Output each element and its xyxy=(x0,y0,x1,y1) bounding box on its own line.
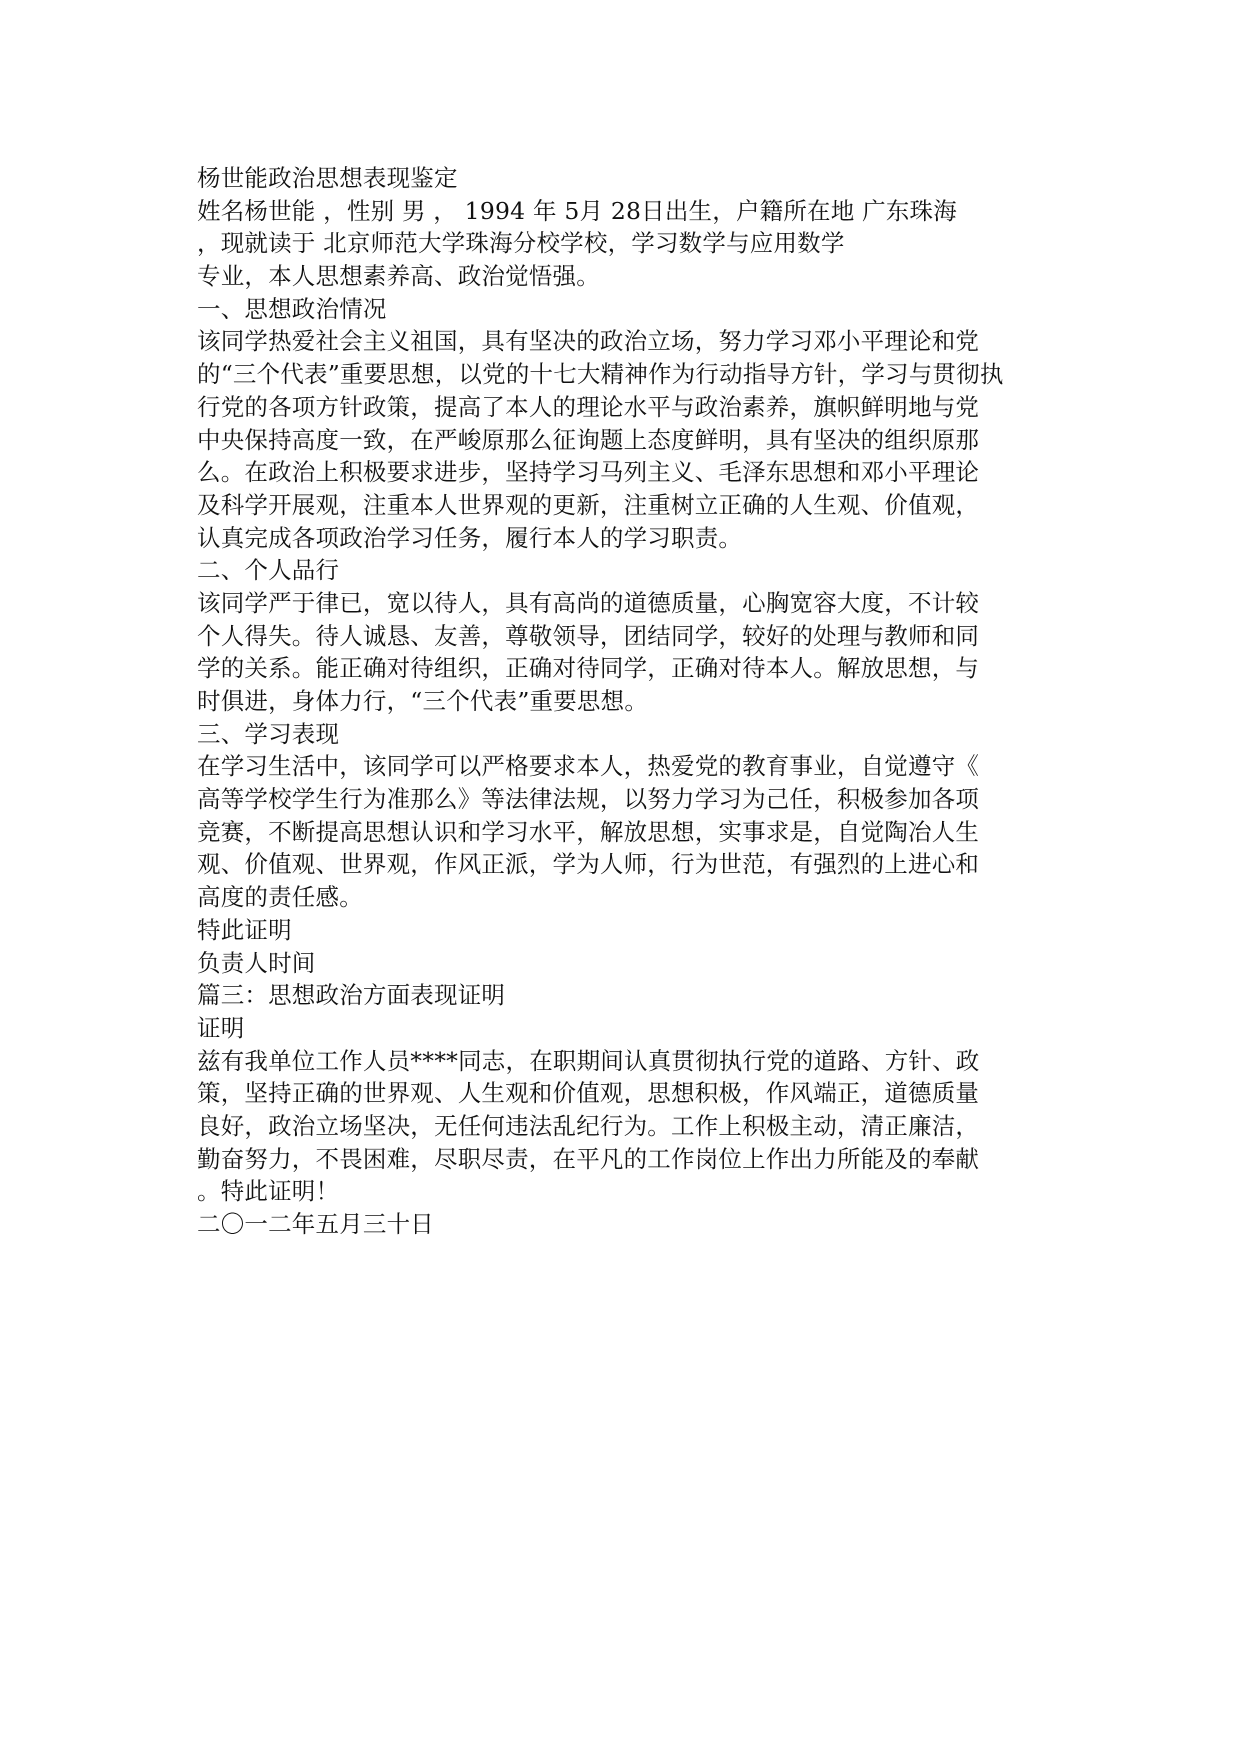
certification-line: 特此证明 xyxy=(197,915,292,944)
paragraph-line: 学的关系。能正确对待组织，正确对待同学，正确对待本人。解放思想，与 xyxy=(197,654,980,683)
section-title: 篇三：思想政治方面表现证明 xyxy=(197,981,506,1010)
paragraph-line: 该同学严于律已，宽以待人，具有高尚的道德质量，心胸宽容大度，不计较 xyxy=(197,588,980,617)
document-body xyxy=(197,162,1077,1241)
paragraph-line: 个人得失。待人诚恳、友善，尊敬领导，团结同学，较好的处理与教师和同 xyxy=(197,621,980,650)
document-title: 杨世能政治思想表现鉴定 xyxy=(197,164,458,192)
personal-info-line: 姓名杨世能 ，性别 男 ， 1994 年 5月 28日出生，户籍所在地 广东珠海 xyxy=(197,196,957,225)
certificate-heading: 证明 xyxy=(197,1013,245,1042)
section-heading: 二、个人品行 xyxy=(197,556,340,585)
section-heading: 三、学习表现 xyxy=(197,719,340,748)
personal-info-line: ，现就读于 北京师范大学珠海分校学校，学习数学与应用数学 xyxy=(197,229,845,258)
paragraph-line: 中央保持高度一致，在严峻原那么征询题上态度鲜明，具有坚决的组织原那 xyxy=(197,425,980,454)
paragraph-line: 认真完成各项政治学习任务，履行本人的学习职责。 xyxy=(197,523,743,552)
paragraph-line: 时俱进，身体力行，“三个代表”重要思想。 xyxy=(197,687,649,715)
personal-info-line: 专业，本人思想素养高、政治觉悟强。 xyxy=(197,262,600,291)
paragraph-line: 兹有我单位工作人员****同志，在职期间认真贯彻执行党的道路、方针、政 xyxy=(197,1046,980,1075)
paragraph-line: 高度的责任感。 xyxy=(197,883,363,912)
signature-line: 负责人时间 xyxy=(197,948,316,977)
paragraph-line: 策，坚持正确的世界观、人生观和价值观，思想积极，作风端正，道德质量 xyxy=(197,1079,980,1108)
document-date: 二〇一二年五月三十日 xyxy=(197,1210,434,1238)
paragraph-line: 该同学热爱社会主义祖国，具有坚决的政治立场，努力学习邓小平理论和党 xyxy=(197,327,980,356)
paragraph-line: 。特此证明！ xyxy=(197,1177,340,1206)
paragraph-line: 在学习生活中，该同学可以严格要求本人，热爱党的教育事业，自觉遵守《 xyxy=(197,752,980,781)
paragraph-line: 高等学校学生行为准那么》等法律法规，以努力学习为己任，积极参加各项 xyxy=(197,785,980,814)
paragraph-line: 及科学开展观，注重本人世界观的更新，注重树立正确的人生观、价值观， xyxy=(197,490,980,519)
section-heading: 一、思想政治情况 xyxy=(197,294,387,323)
paragraph-line: 的“三个代表”重要思想，以党的十七大精神作为行动指导方针，学习与贯彻执 xyxy=(197,360,1004,389)
paragraph-line: 行党的各项方针政策，提高了本人的理论水平与政治素养，旗帜鲜明地与党 xyxy=(197,392,980,421)
paragraph-line: 么。在政治上积极要求进步，坚持学习马列主义、毛泽东思想和邓小平理论 xyxy=(197,458,980,487)
paragraph-line: 勤奋努力，不畏困难，尽职尽责，在平凡的工作岗位上作出力所能及的奉献 xyxy=(197,1144,980,1173)
paragraph-line: 观、价值观、世界观，作风正派，学为人师，行为世范，有强烈的上进心和 xyxy=(197,850,980,879)
paragraph-line: 竞赛，不断提高思想认识和学习水平，解放思想，实事求是，自觉陶冶人生 xyxy=(197,817,980,846)
paragraph-line: 良好，政治立场坚决，无任何违法乱纪行为。工作上积极主动，清正廉洁， xyxy=(197,1111,980,1140)
